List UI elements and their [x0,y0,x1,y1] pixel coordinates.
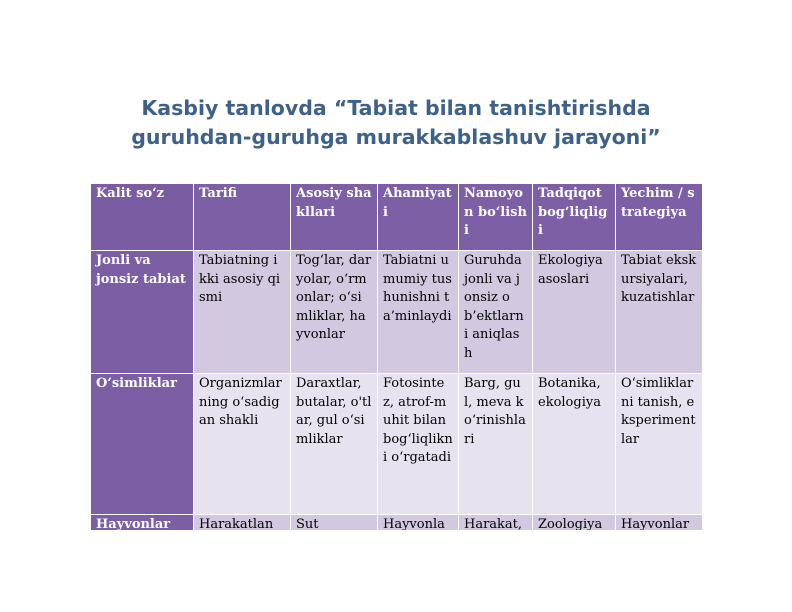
table-cell: Barg, gul, meva ko‘rinishlari [459,374,533,515]
table-cell: Harakatlan [194,515,291,531]
title-line-1: Kasbiy tanlovda “Tabiat bilan tanishtirishda [141,96,651,120]
table-cell: Tabiat ekskursiyalari, kuzatishlar [616,251,703,374]
header-cell: Tarifi [194,184,291,251]
table-cell: Hayvonla [378,515,459,531]
table-cell: Daraxtlar, butalar, o'tlar, gul o‘simliklar [291,374,378,515]
header-cell: Ahamiyati [378,184,459,251]
keyword-table [90,183,702,530]
row-keyword-cell: Jonli va jonsiz tabiat [91,251,194,374]
table-cell: Harakat, [459,515,533,531]
header-cell: Tadqiqot bog‘liqligi [533,184,616,251]
table-cell: Tog‘lar, daryolar, o‘rmonlar; o‘simliklar, hayvonlar [291,251,378,374]
table-cell: Guruhda jonli va jonsiz ob’ektlarni aniqlash [459,251,533,374]
table-row [91,374,703,515]
table-cell: O‘simliklarni tanish, eksperimentlar [616,374,703,515]
table-cell: Sut [291,515,378,531]
header-cell: Namoyon bo‘lishi [459,184,533,251]
table-cell: Tabiatning ikki asosiy qismi [194,251,291,374]
header-cell: Yechim / strategiya [616,184,703,251]
table-cell: Tabiatni umumiy tushunishni ta’minlaydi [378,251,459,374]
header-cell: Kalit so‘z [91,184,194,251]
table-row [91,515,703,531]
row-keyword-cell: O‘simliklar [91,374,194,515]
table-cell: Botanika, ekologiya [533,374,616,515]
keyword-table-container [90,183,702,530]
table-cell: Organizmlarning o‘sadigan shakli [194,374,291,515]
slide-title [60,94,732,152]
table-cell: Hayvonlar [616,515,703,531]
table-cell: Zoologiya [533,515,616,531]
table-row [91,251,703,374]
header-cell: Asosiy shakllari [291,184,378,251]
row-keyword-cell: Hayvonlar [91,515,194,531]
title-line-2: guruhdan-guruhga murakkablashuv jarayoni” [131,125,661,149]
table-header-row [91,184,703,251]
table-cell: Ekologiya asoslari [533,251,616,374]
table-cell: Fotosintez, atrof-muhit bilan bog‘liqlikni o‘rgatadi [378,374,459,515]
